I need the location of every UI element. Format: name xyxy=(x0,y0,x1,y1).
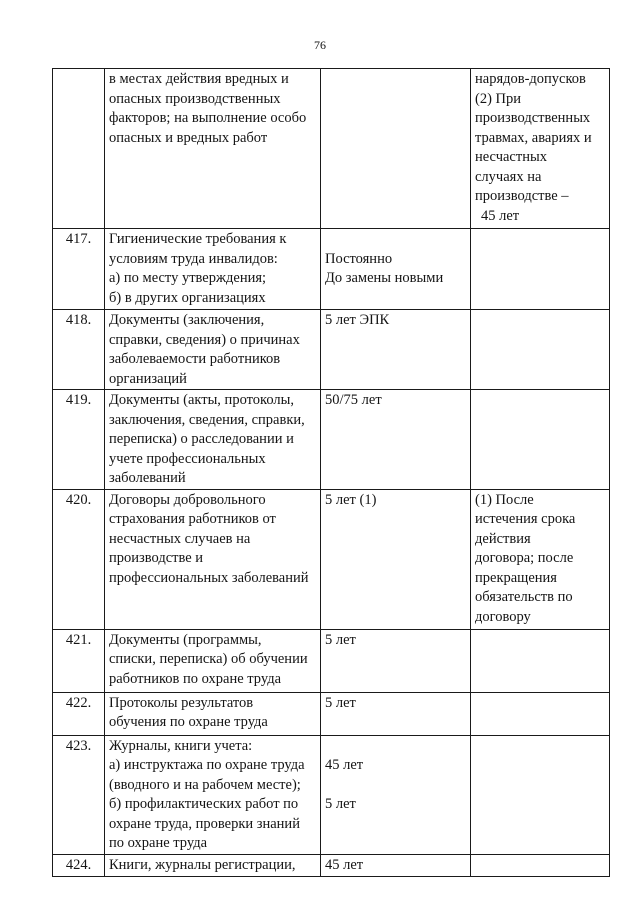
name-line: в местах действия вредных и xyxy=(109,71,289,87)
note-line: (1) После xyxy=(475,491,534,508)
name-line: Протоколы результатов xyxy=(109,694,254,711)
term-line: 45 лет xyxy=(325,757,364,773)
name-line: Гигиенические требования к xyxy=(109,231,287,247)
retention-term-cell xyxy=(321,629,471,692)
note-cell xyxy=(471,310,610,390)
note-line: производственных xyxy=(475,110,591,126)
name-line: Документы (акты, протоколы, xyxy=(109,392,294,408)
name-line: опасных и вредных работ xyxy=(109,129,268,146)
name-line: Журналы, книги учета: xyxy=(109,737,253,754)
note-cell xyxy=(471,229,610,310)
name-line: а) по месту утверждения; xyxy=(109,270,267,286)
document-name-cell xyxy=(105,489,321,629)
table-row xyxy=(53,489,610,629)
document-name-cell xyxy=(105,854,321,876)
retention-term-cell xyxy=(321,310,471,390)
note-cell xyxy=(471,629,610,692)
retention-term-cell xyxy=(321,69,471,229)
table-row xyxy=(53,735,610,854)
note-line: действия xyxy=(475,530,531,547)
row-number: 419. xyxy=(53,390,105,490)
row-number: 421. xyxy=(53,629,105,692)
name-line: обучения по охране труда xyxy=(109,714,268,730)
row-number: 420. xyxy=(53,489,105,629)
name-line: а) инструктажа по охране труда xyxy=(109,757,305,773)
note-cell xyxy=(471,854,610,876)
name-line: Книги, журналы регистрации, xyxy=(109,856,296,873)
term-line: Постоянно xyxy=(325,250,393,267)
row-number: 417. xyxy=(53,229,105,310)
term-line: 5 лет xyxy=(325,694,356,711)
name-line: факторов; на выполнение особо xyxy=(109,110,307,126)
note-cell xyxy=(471,692,610,735)
note-line: травмах, авариях и xyxy=(475,129,592,146)
row-number xyxy=(53,69,105,229)
name-line: справки, сведения) о причинах xyxy=(109,331,300,348)
name-line: Документы (программы, xyxy=(109,631,262,648)
name-line: опасных производственных xyxy=(109,90,281,107)
records-retention-table xyxy=(52,68,610,877)
note-line: несчастных xyxy=(475,149,547,165)
name-line: производстве и xyxy=(109,550,204,566)
note-cell xyxy=(471,390,610,490)
row-number: 418. xyxy=(53,310,105,390)
name-line: страхования работников от xyxy=(109,511,276,527)
note-line: производстве – xyxy=(475,188,569,204)
row-number: 422. xyxy=(53,692,105,735)
table-row xyxy=(53,229,610,310)
name-line: б) в других организациях xyxy=(109,289,266,306)
term-line: 45 лет xyxy=(325,856,364,873)
note-line: 45 лет xyxy=(481,207,520,224)
document-name-cell xyxy=(105,310,321,390)
name-line: учете профессиональных xyxy=(109,450,266,467)
term-line: До замены новыми xyxy=(325,270,444,286)
retention-term-cell xyxy=(321,229,471,310)
note-line: (2) При xyxy=(475,90,522,107)
name-line: переписка) о расследовании и xyxy=(109,431,294,447)
document-name-cell xyxy=(105,629,321,692)
table-row xyxy=(53,69,610,229)
term-line: 5 лет xyxy=(325,796,356,812)
note-line: договору xyxy=(475,608,531,625)
note-line: обязательств по xyxy=(475,589,573,605)
name-line: условиям труда инвалидов: xyxy=(109,250,278,267)
term-line: 5 лет ЭПК xyxy=(325,312,390,328)
table-row xyxy=(53,854,610,876)
name-line: по охране труда xyxy=(109,835,208,851)
name-line: заболеваний xyxy=(109,470,186,486)
note-cell xyxy=(471,489,610,629)
term-line: 5 лет (1) xyxy=(325,491,377,508)
note-cell xyxy=(471,69,610,229)
note-line: истечения срока xyxy=(475,511,576,527)
table-row xyxy=(53,692,610,735)
name-line: несчастных случаев на xyxy=(109,530,251,547)
name-line: организаций xyxy=(109,370,187,387)
name-line: охране труда, проверки знаний xyxy=(109,815,300,832)
name-line: заболеваемости работников xyxy=(109,351,281,367)
retention-term-cell xyxy=(321,854,471,876)
document-name-cell xyxy=(105,692,321,735)
note-line: договора; после xyxy=(475,550,574,566)
note-line: нарядов-допусков xyxy=(475,71,586,87)
retention-term-cell xyxy=(321,692,471,735)
name-line: Договоры добровольного xyxy=(109,491,266,508)
page-number: 76 xyxy=(314,38,326,52)
retention-term-cell xyxy=(321,390,471,490)
note-line: прекращения xyxy=(475,569,557,586)
name-line: б) профилактических работ по xyxy=(109,796,299,812)
name-line: Документы (заключения, xyxy=(109,312,265,328)
table-row xyxy=(53,629,610,692)
document-name-cell xyxy=(105,229,321,310)
table-row xyxy=(53,390,610,490)
table-row xyxy=(53,310,610,390)
name-line: работников по охране труда xyxy=(109,670,282,687)
note-line: случаях на xyxy=(475,168,542,185)
document-name-cell xyxy=(105,735,321,854)
name-line: списки, переписка) об обучении xyxy=(109,651,308,667)
name-line: профессиональных заболеваний xyxy=(109,569,309,586)
document-name-cell xyxy=(105,390,321,490)
name-line: (вводного и на рабочем месте); xyxy=(109,776,301,793)
row-number: 423. xyxy=(53,735,105,854)
term-line: 50/75 лет xyxy=(325,392,382,408)
row-number: 424. xyxy=(53,854,105,876)
term-line: 5 лет xyxy=(325,631,356,648)
retention-term-cell xyxy=(321,489,471,629)
note-cell xyxy=(471,735,610,854)
retention-term-cell xyxy=(321,735,471,854)
document-name-cell xyxy=(105,69,321,229)
name-line: заключения, сведения, справки, xyxy=(109,411,305,428)
